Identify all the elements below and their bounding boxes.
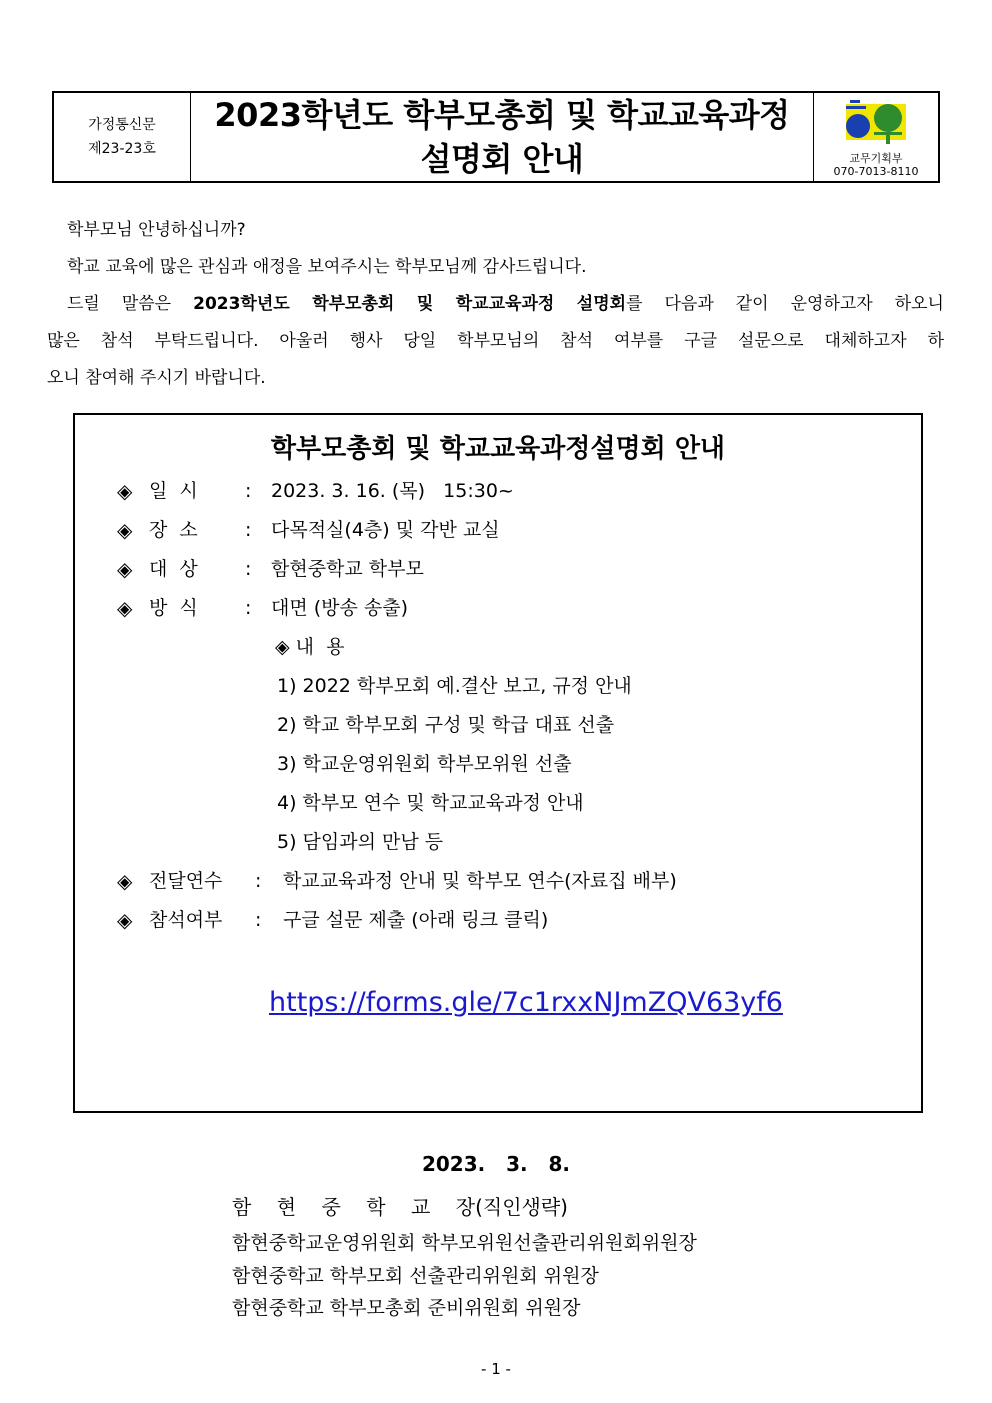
thanks-line: 학교 교육에 많은 관심과 애정을 보여주시는 학부모님께 감사드립니다. <box>67 257 587 277</box>
intro-paragraph-line-3: 오니 참여해 주시기 바랍니다. <box>47 368 266 388</box>
page-number: - 1 - <box>481 1360 511 1378</box>
training-label: 전달연수 <box>149 870 223 892</box>
training-value: 학교교육과정 안내 및 학부모 연수(자료집 배부) <box>283 870 677 892</box>
content-item-5: 5) 담임과의 만남 등 <box>277 831 444 853</box>
school-logo-icon <box>844 100 908 146</box>
bullet-diamond: ◈ <box>117 557 133 581</box>
principal-signature: 함 현 중 학 교 장(직인생략) <box>232 1195 568 1219</box>
department-name: 교무기획부 <box>849 152 903 165</box>
intro-text <box>47 212 944 397</box>
content-label: ◈ 내 용 <box>275 636 345 658</box>
attendance-value: 구글 설문 제출 (아래 링크 클릭) <box>283 909 549 931</box>
bullet-diamond: ◈ <box>117 596 133 620</box>
notice-title: 학부모총회 및 학교교육과정설명회 안내 <box>270 434 726 464</box>
colon: : <box>245 597 252 619</box>
bullet-diamond: ◈ <box>117 908 133 932</box>
survey-link[interactable]: https://forms.gle/7c1rxxNJmZQV63yf6 <box>269 987 783 1018</box>
title-line-2: 설명회 안내 <box>420 140 584 178</box>
notice-box <box>73 413 923 1113</box>
colon: : <box>245 519 252 541</box>
content-item-4: 4) 학부모 연수 및 학교교육과정 안내 <box>277 792 584 814</box>
document-title <box>191 93 814 181</box>
bullet-diamond: ◈ <box>117 869 133 893</box>
date-label: 일 시 <box>149 480 198 502</box>
bullet-diamond: ◈ <box>117 479 133 503</box>
bullet-diamond: ◈ <box>117 518 133 542</box>
signature-line-4: 함현중학교 학부모총회 준비위원회 위원장 <box>232 1297 581 1319</box>
para-text-a: 드릴 말씀은 <box>67 294 194 314</box>
signature-line-3: 함현중학교 학부모회 선출관리위원회 위원장 <box>232 1265 599 1287</box>
para-text-b: 를 다음과 같이 운영하고자 하오니 <box>626 294 944 314</box>
method-label: 방 식 <box>149 597 198 619</box>
colon: : <box>255 870 262 892</box>
colon: : <box>245 480 252 502</box>
target-value: 함현중학교 학부모 <box>271 558 424 580</box>
signature-line-2: 함현중학교운영위원회 학부모위원선출관리위원회위원장 <box>232 1232 697 1254</box>
issue-date: 2023. 3. 8. <box>421 1152 571 1176</box>
para-bold-event: 2023학년도 학부모총회 및 학교교육과정 설명회 <box>193 294 627 314</box>
content-item-3: 3) 학교운영위원회 학부모위원 선출 <box>277 753 572 775</box>
notice-type: 가정통신문 <box>88 117 156 133</box>
header-table <box>52 91 940 183</box>
attendance-label: 참석여부 <box>149 909 223 931</box>
content-item-1: 1) 2022 학부모회 예.결산 보고, 규정 안내 <box>277 675 632 697</box>
notice-number-cell <box>54 93 191 181</box>
greeting: 학부모님 안녕하십니까? <box>67 220 246 240</box>
colon: : <box>255 909 262 931</box>
intro-paragraph-line-1 <box>47 286 944 323</box>
intro-paragraph-line-2: 많은 참석 부탁드립니다. 아울러 행사 당일 학부모님의 참석 여부를 구글 설문으로 대체하고자 하 <box>47 331 944 351</box>
target-label: 대 상 <box>149 558 198 580</box>
place-label: 장 소 <box>149 519 198 541</box>
notice-number: 제23-23호 <box>88 141 156 157</box>
date-value: 2023. 3. 16. (목) 15:30~ <box>271 480 514 502</box>
colon: : <box>245 558 252 580</box>
method-value: 대면 (방송 송출) <box>271 597 409 619</box>
place-value: 다목적실(4층) 및 각반 교실 <box>271 519 500 541</box>
department-phone: 070-7013-8110 <box>833 165 919 178</box>
department-cell <box>814 93 938 181</box>
title-line-1: 2023학년도 학부모총회 및 학교교육과정 <box>214 96 790 134</box>
content-item-2: 2) 학교 학부모회 구성 및 학급 대표 선출 <box>277 714 615 736</box>
